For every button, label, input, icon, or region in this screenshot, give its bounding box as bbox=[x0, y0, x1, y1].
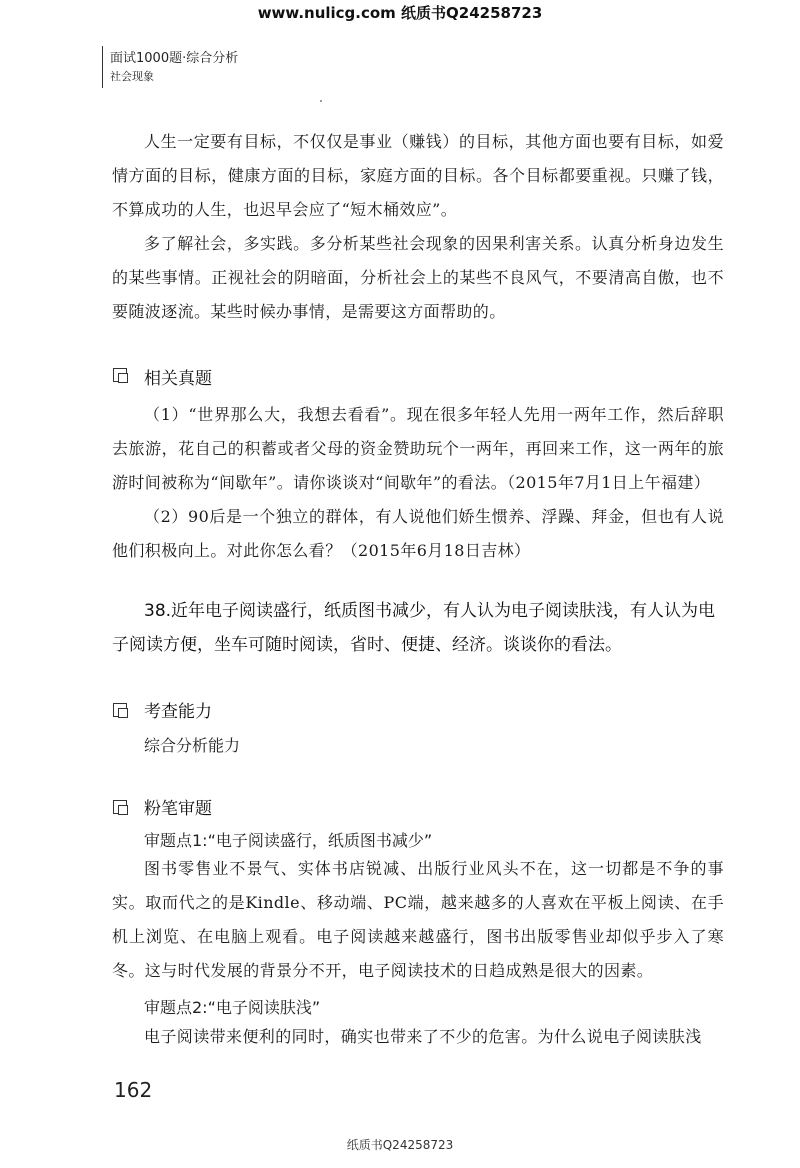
section-box-icon bbox=[113, 703, 127, 717]
scan-speck bbox=[320, 100, 322, 102]
related-questions-title: 相关真题 bbox=[144, 369, 212, 389]
running-header-title: 面试1000题·综合分析 bbox=[110, 51, 239, 66]
analysis-point-2-label: 审题点2:“电子阅读肤浅” bbox=[144, 998, 321, 1017]
section-box-icon bbox=[113, 800, 127, 814]
analysis-point-1-label: 审题点1:“电子阅读盛行，纸质图书减少” bbox=[144, 831, 433, 850]
section-box-icon bbox=[113, 368, 127, 382]
intro-paragraph-2: 多了解社会，多实践。多分析某些社会现象的因果利害关系。认真分析身边发生的某些事情。正视社会的阴暗面，分析社会上的某些不良风气，不要清高自傲，也不要随波逐流。某些时候办事情，是需要这方面帮助的。 bbox=[112, 234, 724, 321]
related-item-2: （2）90后是一个独立的群体，有人说他们娇生惯养、浮躁、拜金，但也有人说他们积极向上。对此你怎么看？（2015年6月18日吉林） bbox=[112, 507, 724, 560]
analysis-point-2-text: 电子阅读带来便利的同时，确实也带来了不少的危害。为什么说电子阅读肤浅 bbox=[144, 1027, 702, 1046]
related-item-1: （1）“世界那么大，我想去看看”。现在很多年轻人先用一两年工作，然后辞职去旅游，花自己的积蓄或者父母的资金赞助玩个一两年，再回来工作，这一两年的旅游时间被称为“间歇年”。请你谈谈对“间歇年”的看法。（2015年7月1日上午福建） bbox=[112, 405, 724, 492]
intro-paragraph-1: 人生一定要有目标，不仅仅是事业（赚钱）的目标，其他方面也要有目标，如爱情方面的目标，健康方面的目标，家庭方面的目标。各个目标都要重视。只赚了钱，不算成功的人生，也迟早会应了“短木桶效应”。 bbox=[112, 132, 724, 219]
analysis-title: 粉笔审题 bbox=[144, 799, 212, 819]
header-rule bbox=[102, 46, 103, 88]
analysis-point-1-text: 图书零售业不景气、实体书店锐减、出版行业风头不在，这一切都是不争的事实。取而代之的是Kindle、移动端、PC端，越来越多的人喜欢在平板上阅读、在手机上浏览、在电脑上观看。电子阅读越来越盛行，图书出版零售业却似乎步入了寒冬。这与时代发展的背景分不开，电子阅读技术的日趋成熟是很大的因素。 bbox=[112, 859, 724, 980]
top-watermark: www.nulicg.com 纸质书Q24258723 bbox=[257, 4, 543, 22]
page-number: 162 bbox=[114, 1078, 153, 1102]
ability-text: 综合分析能力 bbox=[144, 736, 241, 755]
question-38: 38.近年电子阅读盛行，纸质图书减少，有人认为电子阅读肤浅，有人认为电子阅读方便，坐车可随时阅读，省时、便捷、经济。谈谈你的看法。 bbox=[112, 601, 716, 655]
ability-title: 考查能力 bbox=[144, 702, 212, 722]
running-header-subtitle: 社会现象 bbox=[110, 70, 154, 83]
bottom-watermark: 纸质书Q24258723 bbox=[346, 1138, 454, 1152]
